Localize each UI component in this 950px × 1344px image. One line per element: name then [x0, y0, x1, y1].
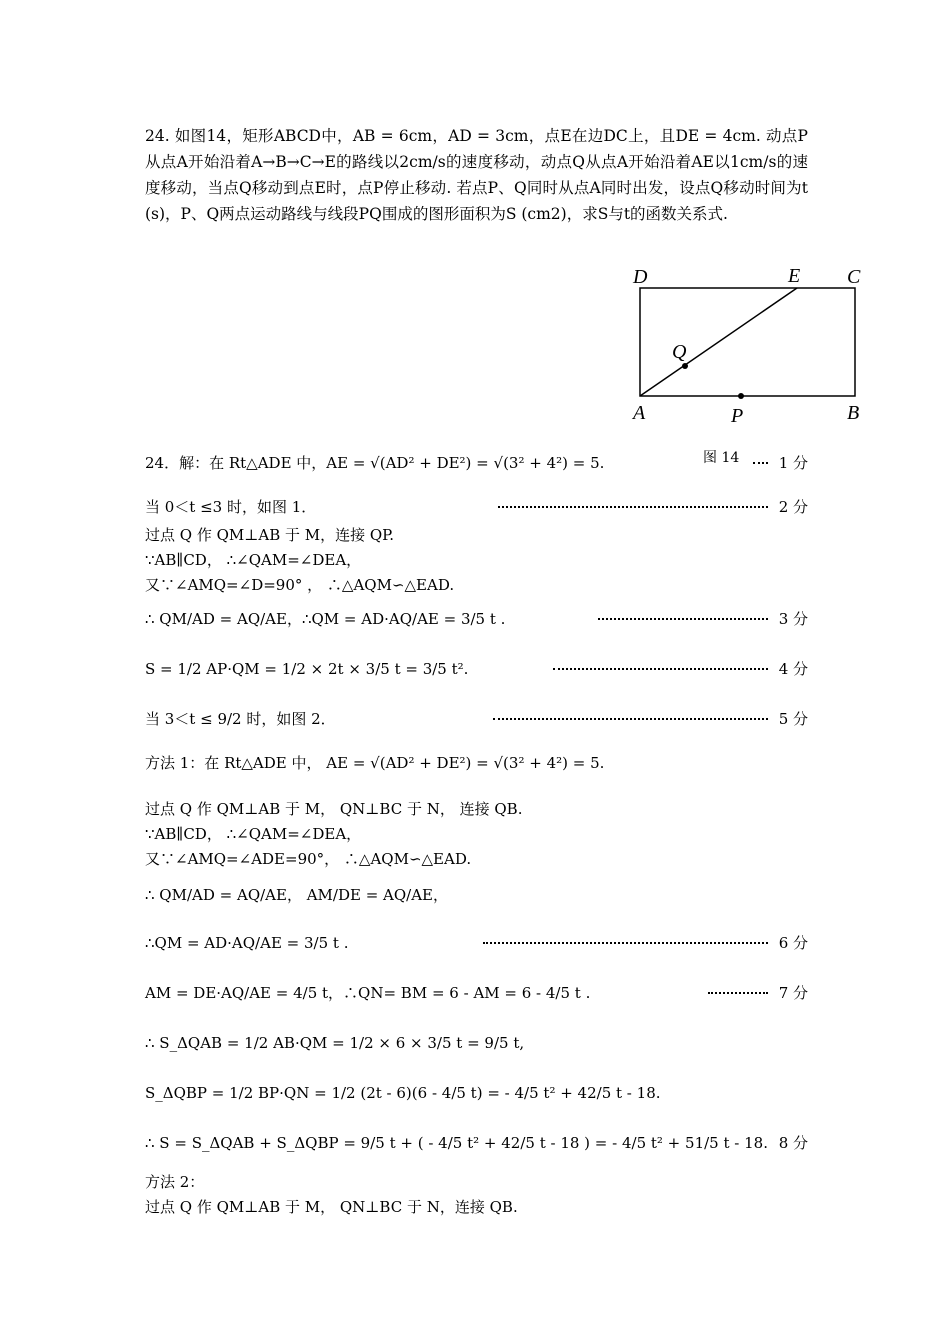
label-b: B: [847, 402, 860, 424]
leader-dots: [598, 618, 768, 620]
solution-line-text: 过点 Q 作 QM⊥AB 于 M， QN⊥BC 于 N，连接 QB.: [145, 1198, 518, 1216]
label-e: E: [788, 265, 801, 287]
solution-line-text: ∴ S = S_ΔQAB + S_ΔQBP = 9/5 t + ( - 4/5 t² + 42/5 t - 18 ) = - 4/5 t² + 51/5 t - 18.: [145, 1134, 768, 1152]
solution-line: [145, 1030, 808, 1056]
leader-dots: [753, 462, 768, 464]
score-mark: 2 分: [777, 494, 808, 520]
solution-line: [145, 494, 808, 520]
solution-line: [145, 821, 808, 847]
solution-line: [145, 1194, 808, 1220]
solution-line: [145, 1130, 808, 1156]
solution-line-text: ∴ S_ΔQAB = 1/2 AB·QM = 1/2 × 6 × 3/5 t = 9/5 t,: [145, 1034, 525, 1052]
score-mark: 1 分: [777, 450, 808, 476]
solution-line: [145, 930, 808, 956]
label-p: P: [731, 405, 744, 427]
score-mark: 8 分: [777, 1130, 808, 1156]
solution-line-text: AM = DE·AQ/AE = 4/5 t，∴QN= BM = 6 - AM = 6 - 4/5 t .: [145, 984, 591, 1002]
solution-line: [145, 750, 808, 776]
solution-line: [145, 656, 808, 682]
point-p: [738, 393, 744, 399]
solution-line-text: 方法 1：在 Rt△ADE 中， AE = √(AD² + DE²) = √(3² + 4²) = 5.: [145, 754, 605, 772]
label-d: D: [633, 266, 648, 288]
label-a: A: [633, 402, 646, 424]
leader-dots: [498, 506, 768, 508]
rectangle-diagram: [620, 262, 870, 472]
solution-line-text: ∵AB∥CD， ∴∠QAM=∠DEA，: [145, 825, 362, 843]
solution-line: [145, 846, 808, 872]
solution-line: [145, 796, 808, 822]
solution-line-text: 又∵∠AMQ=∠ADE=90°， ∴△AQM∽△EAD.: [145, 850, 472, 868]
solution-line: [145, 522, 808, 548]
leader-dots: [493, 718, 768, 720]
figure-caption: 图 14: [703, 450, 740, 466]
score-mark: 3 分: [777, 606, 808, 632]
solution-line: [145, 706, 808, 732]
solution-line: [145, 980, 808, 1006]
leader-dots: [483, 942, 768, 944]
figure-14: [620, 262, 870, 472]
segment-ae: [640, 288, 797, 396]
solution-line-text: ∵AB∥CD， ∴∠QAM=∠DEA，: [145, 551, 362, 569]
score-mark: 7 分: [777, 980, 808, 1006]
problem-statement: 24. 如图14，矩形ABCD中，AB = 6cm，AD = 3cm，点E在边DC上，且DE = 4cm. 动点P从点A开始沿着A→B→C→E的路线以2cm/s的速度移动，动点Q从点A开始沿着AE以1cm/s的速度移动，当点Q移动到点E时，点P停止移动. 若点P、Q同时从点A同时出发，设点Q移动时间为t (s)，P、Q两点运动路线与线段PQ围成的图形面积为S (cm2)，求S与t的函数关系式.: [145, 127, 808, 223]
solution-line-text: ∴ QM/AD = AQ/AE，∴QM = AD·AQ/AE = 3/5 t .: [145, 610, 506, 628]
label-q: Q: [672, 341, 687, 363]
label-c: C: [847, 266, 861, 288]
solution-line-text: 方法 2：: [145, 1173, 205, 1191]
solution-line-text: 又∵∠AMQ=∠D=90° ， ∴△AQM∽△EAD.: [145, 576, 455, 594]
solution-line: [145, 1169, 808, 1195]
score-mark: 4 分: [777, 656, 808, 682]
point-q: [682, 363, 688, 369]
score-mark: 5 分: [777, 706, 808, 732]
solution-line-text: S = 1/2 AP·QM = 1/2 × 2t × 3/5 t = 3/5 t².: [145, 660, 469, 678]
solution-line: [145, 882, 808, 908]
solution-line-text: 过点 Q 作 QM⊥AB 于 M， QN⊥BC 于 N， 连接 QB.: [145, 800, 523, 818]
solution-line-text: ∴QM = AD·AQ/AE = 3/5 t .: [145, 934, 349, 952]
leader-dots: [708, 992, 768, 994]
solution-line-text: 当 0＜t ≤3 时，如图 1．: [145, 498, 317, 516]
solution-line-text: 当 3＜t ≤ 9/2 时，如图 2．: [145, 710, 336, 728]
solution-line-text: 过点 Q 作 QM⊥AB 于 M，连接 QP.: [145, 526, 395, 544]
solution-line: [145, 450, 808, 476]
score-mark: 6 分: [777, 930, 808, 956]
solution-line: [145, 1080, 808, 1106]
solution-line: [145, 547, 808, 573]
solution-line: [145, 606, 808, 632]
solution-line-text: ∴ QM/AD = AQ/AE， AM/DE = AQ/AE，: [145, 886, 449, 904]
solution-line-text: 24．解：在 Rt△ADE 中，AE = √(AD² + DE²) = √(3² + 4²) = 5.: [145, 454, 605, 472]
leader-dots: [553, 668, 768, 670]
solution-line: [145, 572, 808, 598]
solution-line-text: S_ΔQBP = 1/2 BP·QN = 1/2 (2t - 6)(6 - 4/5 t) = - 4/5 t² + 42/5 t - 18.: [145, 1084, 661, 1102]
